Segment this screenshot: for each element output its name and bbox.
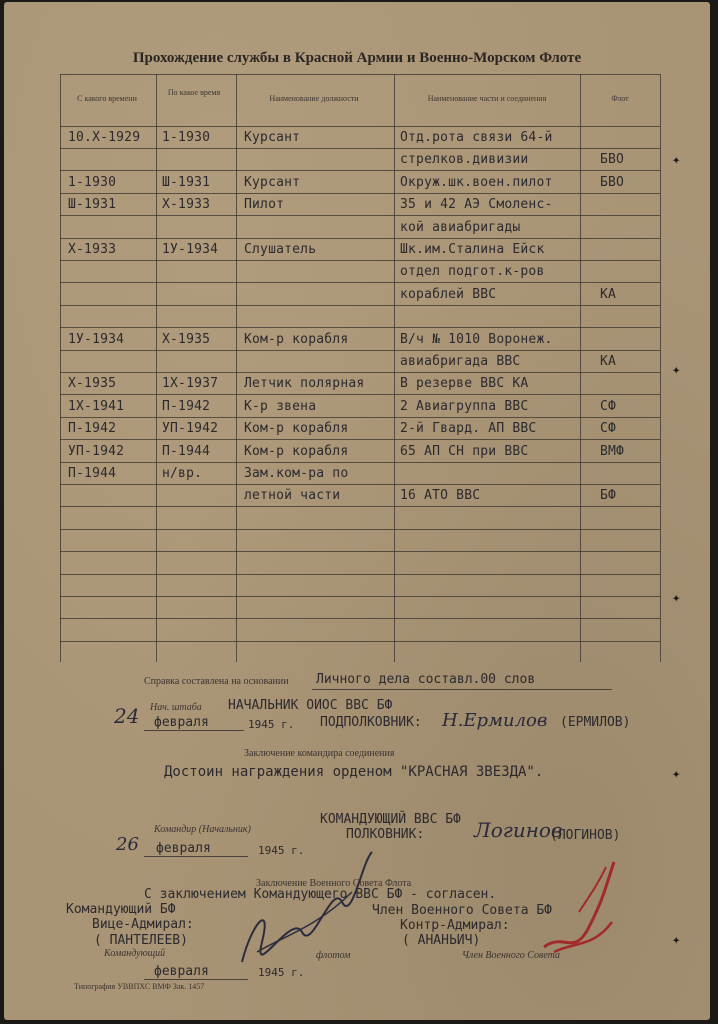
commander-month: февраля bbox=[156, 841, 211, 856]
council-right-rank: Контр-Адмирал: bbox=[400, 918, 510, 933]
binding-hole-icon: ✦ bbox=[672, 590, 681, 606]
cell-position: Слушатель bbox=[244, 242, 317, 257]
cell-from: Ш-1931 bbox=[68, 197, 117, 212]
cell-unit: В/ч № 1010 Воронеж. bbox=[400, 332, 553, 347]
staff-day: 24 bbox=[114, 704, 140, 728]
commander-rank: ПОЛКОВНИК: bbox=[346, 827, 425, 842]
basis-underline bbox=[312, 689, 612, 690]
binding-hole-icon: ✦ bbox=[672, 932, 681, 948]
cell-unit: 2-й Гвард. АП ВВС bbox=[400, 421, 537, 436]
council-right-name: ( АНАНЬИЧ) bbox=[402, 933, 481, 948]
cell-fleet: СФ bbox=[600, 399, 617, 414]
commander-conclusion-heading: Заключение командира соединения bbox=[244, 748, 395, 759]
table-row-line bbox=[60, 574, 660, 575]
cell-position: Курсант bbox=[244, 130, 301, 145]
table-row-line bbox=[60, 529, 660, 530]
cell-from: П-1942 bbox=[68, 421, 117, 436]
cell-unit: Шк.им.Сталина Ейск bbox=[400, 242, 545, 257]
cell-position: Летчик полярная bbox=[244, 376, 365, 391]
cell-fleet: СФ bbox=[600, 421, 617, 436]
table-row-line bbox=[60, 327, 660, 328]
council-left-rank: Вице-Адмирал: bbox=[92, 917, 194, 932]
cell-unit: кой авиабригады bbox=[400, 220, 521, 235]
header-unit: Наименование части и соединения bbox=[427, 94, 547, 103]
cell-fleet: БВО bbox=[600, 152, 625, 167]
council-heading: Заключение Военного Совета Флота bbox=[256, 878, 412, 889]
binding-hole-icon: ✦ bbox=[672, 362, 681, 378]
cell-unit: 65 АП СН при ВВС bbox=[400, 444, 529, 459]
cell-fleet: КА bbox=[600, 287, 617, 302]
table-row-line bbox=[60, 170, 660, 171]
table-row-line bbox=[60, 305, 660, 306]
staff-signature: Н.Ермилов bbox=[442, 710, 548, 731]
staff-role-typed: НАЧАЛЬНИК ОИОС ВВС БФ bbox=[228, 698, 393, 713]
commander-signature: Логинов bbox=[474, 818, 563, 842]
table-row-line bbox=[60, 372, 660, 373]
table-row-line bbox=[60, 148, 660, 149]
cell-position: Ком-р корабля bbox=[244, 421, 349, 436]
council-fleet-label: флотом bbox=[316, 950, 351, 961]
cell-from: 1Х-1941 bbox=[68, 399, 125, 414]
cell-to: 1-1930 bbox=[162, 130, 211, 145]
table-row-line bbox=[60, 462, 660, 463]
commander-name: (ЛОГИНОВ) bbox=[550, 828, 621, 843]
cell-position: К-р звена bbox=[244, 399, 317, 414]
table-row-line bbox=[60, 618, 660, 619]
header-to: По какое время bbox=[167, 88, 221, 97]
cell-position: Зам.ком-ра по bbox=[244, 466, 349, 481]
cell-unit: Отд.рота связи 64-й bbox=[400, 130, 553, 145]
cell-position: летной части bbox=[244, 488, 341, 503]
cell-to: 1У-1934 bbox=[162, 242, 219, 257]
cell-fleet: КА bbox=[600, 354, 617, 369]
table-row-line bbox=[60, 506, 660, 507]
council-left-title: Командующий БФ bbox=[66, 902, 176, 917]
table-row-line bbox=[60, 551, 660, 552]
table-row-line bbox=[60, 215, 660, 216]
header-position: Наименование должности bbox=[269, 94, 359, 103]
cell-position: Ком-р корабля bbox=[244, 444, 349, 459]
staff-rank: ПОДПОЛКОВНИК: bbox=[320, 715, 422, 730]
header-fleet: Флот bbox=[611, 94, 629, 103]
council-year: 1945 г. bbox=[258, 966, 305, 979]
table-row-line bbox=[60, 74, 660, 75]
printer-info: Типография УВВПХС ВМФ Зак. 1457 bbox=[74, 982, 205, 991]
council-month: февраля bbox=[154, 964, 209, 979]
council-right-signature-icon bbox=[534, 852, 624, 962]
staff-month: февраля bbox=[154, 715, 209, 730]
cell-unit: 16 АТО ВВС bbox=[400, 488, 481, 503]
table-row-line bbox=[60, 417, 660, 418]
council-right-title: Член Военного Совета БФ bbox=[372, 903, 553, 918]
table-row-line bbox=[60, 260, 660, 261]
cell-to: 1Х-1937 bbox=[162, 376, 219, 391]
staff-name: (ЕРМИЛОВ) bbox=[560, 715, 631, 730]
cell-from: УП-1942 bbox=[68, 444, 125, 459]
table-row-line bbox=[60, 641, 660, 642]
page-title: Прохождение службы в Красной Армии и Военно-Морском Флоте bbox=[132, 50, 582, 66]
cell-position: Ком-р корабля bbox=[244, 332, 349, 347]
cell-fleet: БФ bbox=[600, 488, 617, 503]
cell-unit: стрелков.дивизии bbox=[400, 152, 529, 167]
table-row-line bbox=[60, 126, 660, 127]
staff-year: 1945 г. bbox=[248, 718, 295, 731]
table-row-line bbox=[60, 238, 660, 239]
header-from: С какого времени bbox=[77, 94, 137, 103]
council-date-underline bbox=[144, 979, 248, 980]
staff-role-label: Нач. штаба bbox=[150, 702, 202, 713]
commander-year: 1945 г. bbox=[258, 844, 305, 857]
cell-from: П-1944 bbox=[68, 466, 117, 481]
binding-hole-icon: ✦ bbox=[672, 766, 681, 782]
cell-from: 1У-1934 bbox=[68, 332, 125, 347]
table-row-line bbox=[60, 350, 660, 351]
cell-unit: 35 и 42 АЭ Смоленс- bbox=[400, 197, 553, 212]
cell-unit: Окруж.шк.воен.пилот bbox=[400, 175, 553, 190]
service-record-page bbox=[4, 2, 710, 1020]
table-row-line bbox=[60, 282, 660, 283]
cell-position: Пилот bbox=[244, 197, 285, 212]
cell-position: Курсант bbox=[244, 175, 301, 190]
cell-to: н/вр. bbox=[162, 466, 203, 481]
council-commander-label: Командующий bbox=[104, 948, 166, 959]
council-member-label: Член Военного Совета bbox=[462, 950, 560, 961]
table-row-line bbox=[60, 484, 660, 485]
table-row-line bbox=[60, 439, 660, 440]
cell-to: П-1942 bbox=[162, 399, 211, 414]
table-row-line bbox=[60, 596, 660, 597]
table-row-line bbox=[60, 193, 660, 194]
cell-to: П-1944 bbox=[162, 444, 211, 459]
council-left-signature-icon bbox=[222, 842, 382, 972]
cell-to: Х-1933 bbox=[162, 197, 211, 212]
commander-day: 26 bbox=[116, 834, 139, 855]
staff-date-underline bbox=[144, 730, 244, 731]
council-left-name: ( ПАНТЕЛЕЕВ) bbox=[94, 933, 188, 948]
cell-unit: 2 Авиагруппа ВВС bbox=[400, 399, 529, 414]
basis-label: Справка составлена на основании bbox=[144, 676, 289, 687]
table-column-line bbox=[660, 74, 661, 662]
cell-from: 1-1930 bbox=[68, 175, 117, 190]
cell-from: 10.Х-1929 bbox=[68, 130, 141, 145]
cell-from: Х-1933 bbox=[68, 242, 117, 257]
commander-conclusion-text: Достоин награждения орденом "КРАСНАЯ ЗВЕЗДА". bbox=[164, 764, 544, 780]
commander-typed-title: КОМАНДУЮЩИЙ ВВС БФ bbox=[320, 812, 461, 827]
cell-to: Х-1935 bbox=[162, 332, 211, 347]
council-line1: С заключением Командующего ВВС БФ - согласен. bbox=[144, 887, 497, 902]
cell-to: Ш-1931 bbox=[162, 175, 211, 190]
cell-unit: В резерве ВВС КА bbox=[400, 376, 529, 391]
cell-unit: отдел подгот.к-ров bbox=[400, 264, 545, 279]
commander-role-label: Командир (Начальник) bbox=[154, 824, 251, 835]
cell-fleet: ВМФ bbox=[600, 444, 625, 459]
cell-unit: кораблей ВВС bbox=[400, 287, 497, 302]
cell-unit: авиабригада ВВС bbox=[400, 354, 521, 369]
cell-fleet: БВО bbox=[600, 175, 625, 190]
basis-value: Личного дела составл.00 слов bbox=[316, 672, 536, 687]
binding-hole-icon: ✦ bbox=[672, 152, 681, 168]
table-row-line bbox=[60, 394, 660, 395]
cell-from: Х-1935 bbox=[68, 376, 117, 391]
cell-to: УП-1942 bbox=[162, 421, 219, 436]
